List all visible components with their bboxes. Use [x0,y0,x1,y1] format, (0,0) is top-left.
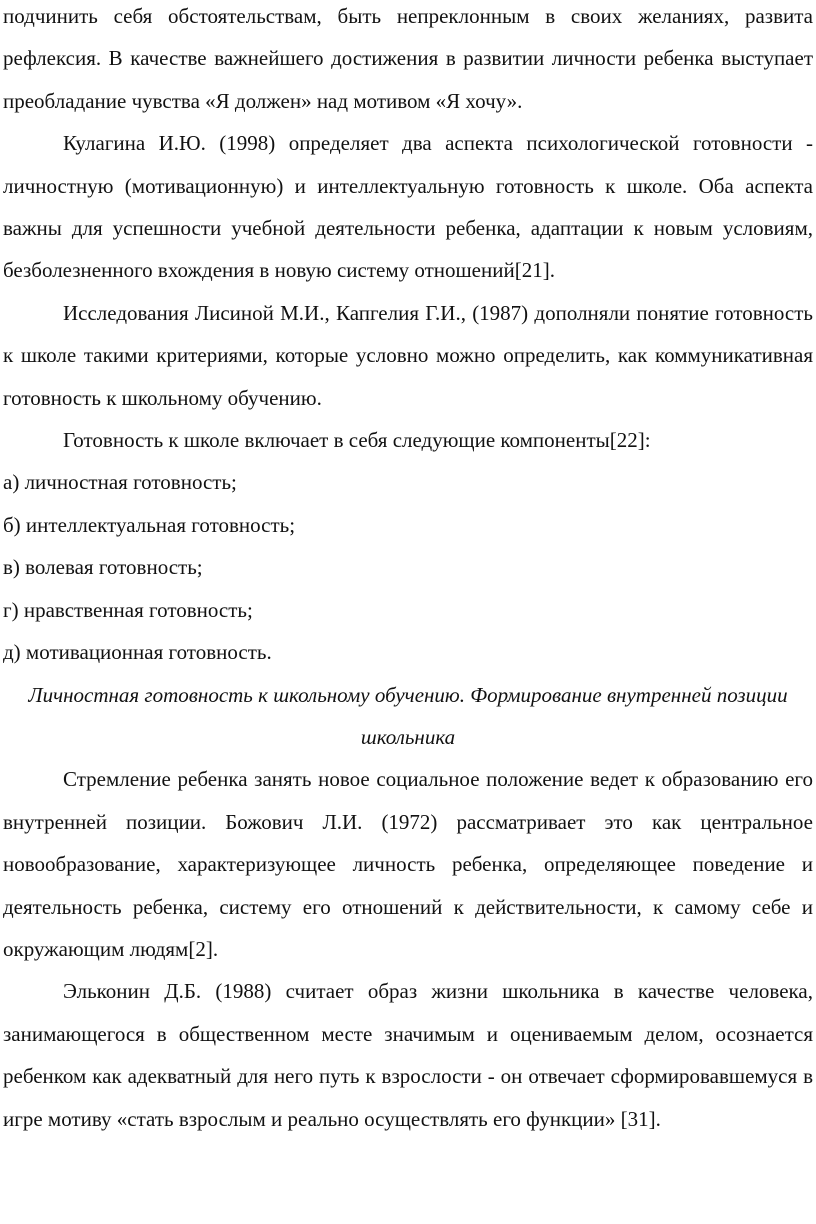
list-item: г) нравственная готовность; [3,597,253,622]
list-item: б) интеллектуальная готовность; [3,512,296,537]
paragraph-continuation: подчинить себя обстоятельствам, быть непреклонным в своих желаниях, развита рефлексия. В качестве важнейшего достижения в развитии личности ребенка выступает преобладание чувства «Я должен» над мотивом «Я хочу». [3,4,813,113]
paragraph-bozhovich: Стремление ребенка занять новое социальное положение ведет к образованию его внутренней позиции. Божович Л.И. (1972) рассматривает это как центральное новообразование, характеризующее личность ребенка, определяющее поведение и деятельность ребенка, систему его отношений к действительности, к самому себе и окружающим людям[2]. [3,767,813,961]
paragraph-components-intro: Готовность к школе включает в себя следующие компоненты[22]: [63,428,651,453]
paragraph-elkonin: Эльконин Д.Б. (1988) считает образ жизни школьника в качестве человека, занимающегося в общественном месте значимым и оцениваемым делом, осознается ребенком как адекватный для него путь к взрослости - он отвечает сформировавшемуся в игре мотиву «стать взрослым и реально осуществлять его функции» [31]. [3,979,813,1131]
section-heading: Личностная готовность к школьному обучению. Формирование внутренней позиции школьника [28,682,788,749]
list-item: д) мотивационная готовность. [3,640,272,665]
paragraph-kulagina: Кулагина И.Ю. (1998) определяет два аспекта психологической готовности - личностную (мотивационную) и интеллектуальную готовность к школе. Оба аспекта важны для успешности учебной деятельности ребенка, адаптации к новым условиям, безболезненного вхождения в новую систему отношений[21]. [3,131,813,283]
paragraph-lisina: Исследования Лисиной М.И., Капгелия Г.И., (1987) дополняли понятие готовность к школе такими критериями, которые условно можно определить, как коммуникативная готовность к школьному обучению. [3,300,813,410]
list-item: а) личностная готовность; [3,470,237,495]
list-item: в) волевая готовность; [3,555,203,580]
